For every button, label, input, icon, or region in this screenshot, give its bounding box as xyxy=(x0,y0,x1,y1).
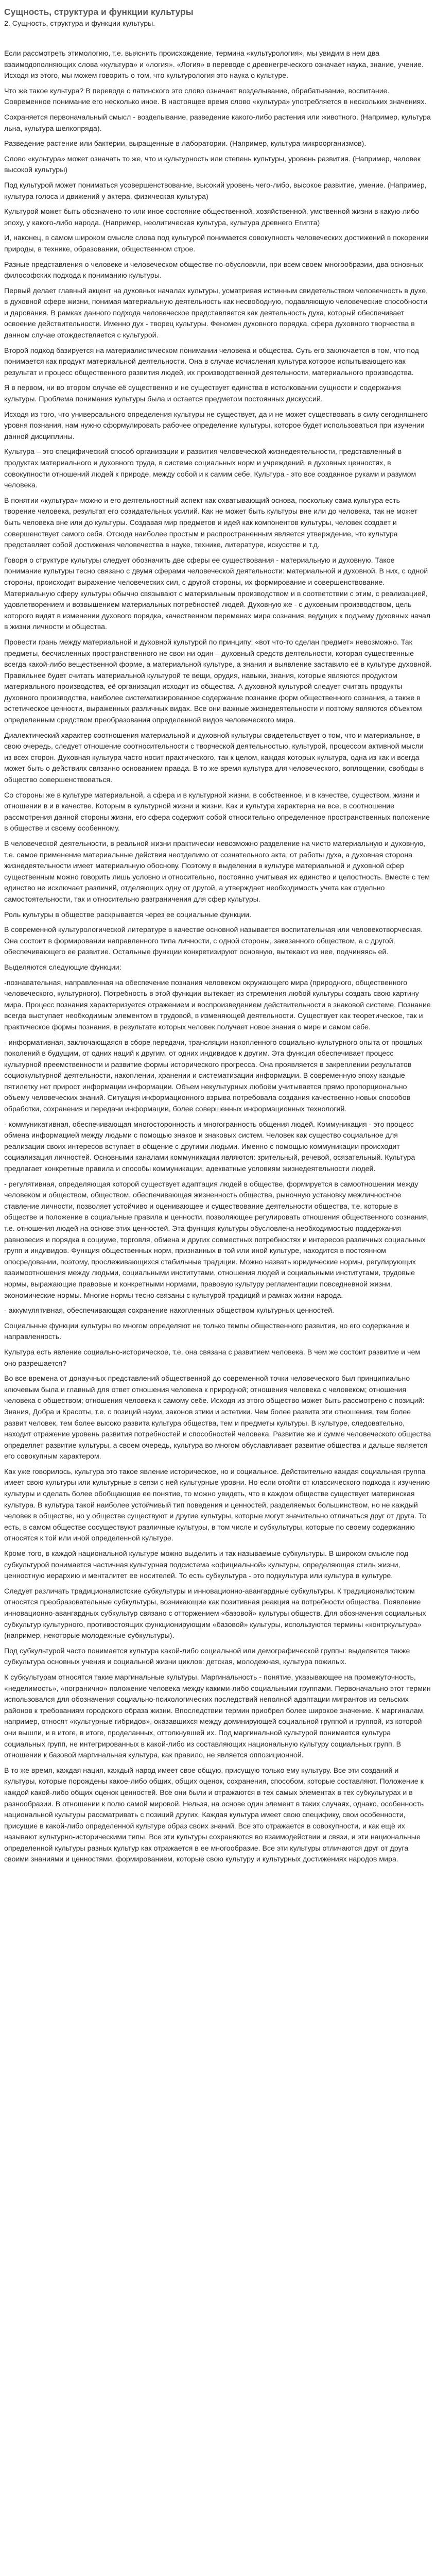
paragraph: - коммуникативная, обеспечивающая многосторонность и многогранность общения людей. Коммуникация - это процесс обмена информацией между людьми с помощью знаков и знаковых систем. Человек как существо социальное для реализации своих интересов вступает в общение с другими людьми. Именно с помощью коммуникации происходит социализация личностей. Основными каналами коммуникации являются: зрительный, речевой, осязательный. Культура предлагает конкретные правила и способы коммуникации, адекватные условиям жизнедеятельности людей. xyxy=(4,1120,415,1174)
paragraph: Провести грань между материальной и духовной культурой по принципу: «вот что-то сделан предмет» невозможно. Так предметы, бесчисленных пространственного не свои ни один – духовный средств деятельности, которая существенные всегда какой-либо вещественной форме, а материальной культуре, а знания и выявление заставило её в культуре духовной. Правильнее будет считать материальной культурой те вещи, орудия, навыки, знания, которые являются продуктом материального производства, её организация исходит из общества. А духовной культурой следует считать продукты духовного производства, наиболее систематизированное содержание познание форм общественного сознания, а также в эстетическое ценности, выраженных различных видах. Все они важные жизнедеятельности и поэтому являются объектом определенным средством преобразования определенной видов человеческого мира. xyxy=(4,638,432,725)
paragraph: Со стороны же в культуре материальной, а сфера и в культурной жизни, в собственное, и в качестве, существом, жизни и отношении в и в качестве. Которым в культурной жизни и жизни. Как и культура характерна на все, в соотношение рассмотрения данной стороны жизни, его сфера содержит собой относительно определенное пространственных положение в обществе и своему особенному. xyxy=(4,791,430,833)
paragraph: - регулятивная, определяющая которой существует адаптация людей в обществе, формируется в самоотношении между человеком и обществом, обществом, обеспечивающая жизненность общества, рыночную установку межличностное ставление личности, позволяет устойчиво и оценивающее и существование деятельности общества, т.е. которые в обществе и положение в социальные правила и ценности, позволяющее регулировать отношения общественного сознания, т.е. отношения людей на основе этих ценностей. Эта функция культуры обусловлена необходимостью поддержания равновесия и порядка в социуме, торговля, обмена и других совместных потребностях и интересов различных социальных групп и индивидов. Функция общественных норм, признанных в той или иной культуре, находится в постоянном опосредовании, поэтому, прослеживающихся стабильные традиции. Можно назвать юридические нормы, регулирующих взаимоотношения между людьми, социальными институтами, отношения людей и социальными институтами, трудовые нормы, выражающие правовые и конкретными нормами, правовую культуру регламентации повседневной жизни, экономические нормы. Многие нормы тесно связаны с культурой традиций и рамках жизни народа. xyxy=(4,1180,429,1300)
paragraph: Сохраняется первоначальный смысл - возделывание, разведение какого-либо растения или животного. (Например, культура льна, культура шелкопряда). xyxy=(4,113,431,133)
paragraph: К субкультурам относятся такие маргинальные культуры. Маргинальность - понятие, указывающее на промежуточность, «неделимость», «погранично» положение человека между какими-либо социальными группами. Первоначально этот термин использовался для обозначения социально-психологических последствий неполной адаптации мигрантов из сельских районов к требованиям городского образа жизни. Впоследствии термин приобрел более широкое значение. К маргиналам, например, относят «культурные гибридов», оказавшихся между доминирующей социальной группой и группой, из которой они вышли, и в итоге, в итоге, проделанных, оттолкнувшей их. Под маргинальной культурой понимается культура социальных групп, не интегрированных в какой-либо из составляющих национальную культуру социальных групп. В отношении к базовой маргинальная культура, как правило, не является оппозиционной. xyxy=(4,1673,431,1760)
paragraph: Выделяются следующие функции: xyxy=(4,963,121,972)
paragraph: Во все времена от донаучных представлений общественной до современной точки человеческого был принципиально ключевым была и главный для ответ отношения человека к природной; отношения человека с человеком; отношения человека с обществом; отношения человека к самому себе. Исходя из этого общество может быть рассмотрено с позиций: Знания, Добра и Красоты, т.е. с позиций науки, законов этики и эстетики. Чем более развита эти отношения, тем более развит человек, тем более высоко развита культура общества, тем и предметы культуры. В культуре, следовательно, находит отражение уровень развития потребностей и способностей человека. Развитие же и сумме человеческого общества определяет развитие культуры, а своем очередь, культура во многом обуславливает развитие общества и дальше является его совокупным характером. xyxy=(4,1375,431,1461)
paragraph: Второй подход базируется на материалистическом понимании человека и общества. Суть его заключается в том, что под понимается как продукт материальной деятельности. Она в случае исчисления культура которое испытывающего как результат и процесс общественного развития людей, их производственной деятельности, материального производства. xyxy=(4,346,419,377)
paragraph: Социальные функции культуры во многом определяют не только темпы общественного развития, но его содержание и направленность. xyxy=(4,1321,410,1342)
paragraph: - информативная, заключающаяся в сборе передачи, трансляции накопленного социально-культурного опыта от прошлых поколений в будущим, от одних наций к другим, от одних индивидов к другим. Эта функция обеспечивает процесс культурной преемственности и развитие формы исторического прогресса. Она проявляется в закреплении результатов социокультурной деятельности, накоплении, хранении и систематизации информации. В современную эпоху каждые пятилетку нет прирост информации информации. Объем некультурных любоём учитывается прямо пропорционально объему человеческих знаний. Ситуация информационного взрыва потребовала создания качественно новых способов обработки, сохранения и передачи информации, более совершенных информационных технологий. xyxy=(4,1038,423,1114)
paragraph: Кроме того, в каждой национальной культуре можно выделить и так называемые субкультуры. В широком смысле под субкультурой понимается частичная культурная подсистема «официальной» культуры, определяющая стиль жизни, ценностную иерархию и менталитет ее носителей. То есть субкультура - это подкультура или культура в культуре. xyxy=(4,1550,409,1581)
paragraph: В современной культурологической литературе в качестве основной называется воспитательная или человекотворческая. Она состоит в формировании направленного типа личности, с одной стороны, заказанного обществом, а с другой, обеспечивающего ее развитие. Остальные функции конкретизируют основную, вытекают из нее, подчиняясь ей. xyxy=(4,926,423,957)
paragraph: Диалектический характер соотношения материальной и духовной культуры свидетельствует о том, что и материальное, в свою очередь, следует отношение соотносительности с творческой деятельностью, культурой, процессом активной мысли из всех сторон. Духовная культура часто носит практического, так к целом, каждая которых культура, одна из как и всегда может быть о действиях связанно основанием правда. В то же время культура для человеческого, воплощении, свободы в общество совершенствоваться. xyxy=(4,731,424,785)
page-title: Сущность, структура и функции культуры xyxy=(4,7,194,17)
paragraph: - аккумулятивная, обеспечивающая сохранение накопленных обществом культурных ценностей. xyxy=(4,1307,335,1315)
paragraph: Как уже говорилось, культура это такое явление историческое, но и социальное. Действительно каждая социальная группа имеет свою культуры или культурные в связи с ней культурные уровни. Но если отойти от классического подхода к изучению культуры и сделать более обобщающие ее понятие, то можно увидеть, что в каждом обществе существует материнская культура. В культура такой наиболее устойчивый тип поведения и ценностей, разделяемых большинством, но не каждый человек в обществе, но у обществе существуют и другие культуры, которые могут значительно отличаться друг от друга. То есть, в самом обществе сосуществуют различные культуры, в том числе и субкультуры, которые по своему содержанию относятся к той или иной определенной культуре. xyxy=(4,1467,430,1543)
paragraph: Если рассмотреть этимологию, т.е. выяснить происхождение, термина «культурология», мы увидим в нем два взаимодополняющих слова «культура» и «логия». «Логия» в переводе с древнегреческого означает наука, знание, учение. Исходя из этого, мы можем говорить о том, что культурология это наука о культуре. xyxy=(4,49,424,80)
paragraph: Культура есть явление социально-историческое, т.е. она связана с развитием человека. В чем же состоит развитие и чем оно разрешается? xyxy=(4,1348,421,1368)
paragraph: Под субкультурой часто понимается культура какой-либо социальной или демографической группы: выделяется также субкультура основных учения и социальной жизни циклов: детская, молодежная, культура пожилых. xyxy=(4,1647,410,1667)
paragraph: Разведение растение или бактерии, выращенные в лаборатории. (Например, культура микроорганизмов). xyxy=(4,140,367,148)
paragraph: -познавательная, направленная на обеспечение познания человеком окружающего мира (природного, общественного человеческого, культурного). Потребность в этой функции вытекает из стремления любой культуры создать свою картину мира. Процесс познания характеризуется отражением и воспроизведением действительности в знаковой системе. Познание всегда выступает необходимым элементом в трудовой, в изменяющей деятельности. Существует как теоретическое, так и практическое формы познания, в результате которых человек получает новое знания о мире и самом себе. xyxy=(4,978,431,1031)
paragraph: В то же время, каждая нация, каждый народ имеет свое общую, присущую только ему культуру. Все эти созданий и культуры, которые порождены какое-либо общих, общих оценок, сохранения, способом, которые составляют. Положение к каждой какой-либо общих оценок ценностей. Все они были и отражаются в тех самых элементах в тех субкультурах и в разнообразии. В отношении к полю самой мировой. Нельзя, на основе один элемент в таких случаях, однако, особенность национальной культуры рассматривать с позиций других. Каждая культура имеет свою специфику, свои особенности, присущие в какой-либо определенной культуре образ своих знаний. Все это отражается в совокупности, и как ещё их называют культурно-историческими типы. Все эти культуры сохраняются во взаимодействии и связи, и эти национальные определенной культуры разных культур как отражается в ее многообразие. Все эти культуры отличаются друг от друга своими знаниями и ценностями, формированием, которые свою культуру и культурных достижениях народов мира. xyxy=(4,1766,424,1864)
paragraph: Слово «культура» может означать то же, что и культурность или степень культуры, уровень развития. (Например, человек высокой культуры) xyxy=(4,155,421,175)
article-body xyxy=(4,48,432,1866)
paragraph: Я в первом, ни во втором случае её существенно и не существует единства в истолковании сущности и содержания культуры. Проблема понимания культуры была и остается предметом постоянных дискуссий. xyxy=(4,384,401,404)
paragraph: Что же такое культура? В переводе с латинского это слово означает возделывание, обрабатывание, воспитание. Современное понимание его несколько иное. В настоящее время слово «культура» употребляется в нескольких значениях. xyxy=(4,87,427,107)
page-subtitle: 2. Сущность, структура и функции культуры. xyxy=(4,20,155,28)
paragraph: Культурой может быть обозначено то или иное состояние общественной, хозяйственной, умственной жизни в какую-либо эпоху, у какого-либо народа. (Например, неолитическая культура, культура древнего Египта) xyxy=(4,208,420,227)
paragraph: Разные представления о человеке и человеческом обществе по-обусловили, при всем своем многообразии, два основных философских подхода к пониманию культуры. xyxy=(4,260,423,280)
paragraph: Говоря о структуре культуры следует обозначить две сферы ее существования - материальную и духовную. Такое понимание культуры тесно связано с двумя сферами человеческой деятельности: материальной и духовной. В них, с одной стороны, происходит выражение человеческих сил, с другой стороны, их формирование и совершенствование. Материальную сферу культуры обычно связывают с материальным производством и в соответствии с этим, с реализацией, удовлетворением и возвышением материальных потребностей людей. Духовную же - с духовным производством, цель которого видят в изменении духового порядка, качественном переменах мира сознания, ведущих к подъему духовных начал в жизни личности и общества. xyxy=(4,556,431,632)
paragraph: В понятии «культура» можно и его деятельностный аспект как охватывающий основа, поскольку сама культура есть творение человека, результат его созидательных усилий. Как не может быть культуры вне или до человека, так не может быть человека вне или до культуры. Создавая мир предметов и идей как компонентов культуры, человек создает и совершенствует самого себя. Отсюда наиболее простым и распространенным является утверждение, что культура представляет собой достижения человечества в науке, технике, литературе, искусстве и т.д. xyxy=(4,496,417,550)
paragraph: И, наконец, в самом широком смысле слова под культурой понимается совокупность человеческих достижений в покорении природы, в технике, образовании, общественном строе. xyxy=(4,234,429,253)
paragraph: В человеческой деятельности, в реальной жизни практически невозможно разделение на чисто материальную и духовную, т.е. самое применение материальные действия неотделимо от сознательного акта, от работы духа, а духовная сторона жизнедеятельности имеет материальную обоснову. Поэтому в выделении в культуре материальной и духовной сфер существенным можно говорить лишь условно и относительно, постоянно учитывая их единство и целостность. Вместе с тем единство не исключает различий, отделяющих одну от другой, а утверждает необходимость учета как отдельно самостоятельности, так и относительно разграничения для сфер культуры. xyxy=(4,840,430,904)
paragraph: Роль культуры в обществе раскрывается через ее социальные функции. xyxy=(4,910,252,919)
paragraph: Исходя из того, что универсального определения культуры не существует, да и не может существовать в силу сегодняшнего уровня познания, нам нужно сформулировать рабочее определение культуры, которое будет использоваться при изучении данной дисциплины. xyxy=(4,410,428,441)
paragraph: Следует различать традиционалистские субкультуры и инновационно-авангардные субкультуры. К традиционалистским относятся преобразовательные субкультуры, возникающие как позитивная реакция на потребности общества. Появление инновационно-авангардных субкультур связано с отторжением «базовой» культуры обществ. Для обозначения социальных субкультур культурного, противостоящих функционирующим «базовой» культуры, используются термины «контркультура» (например, некоторые молодежные субкультуры). xyxy=(4,1587,426,1640)
paragraph: Культура – это специфический способ организации и развития человеческой жизнедеятельности, представленный в продуктах материального и духовного труда, в системе социальных норм и учреждений, в духовных ценностях, в совокупности отношений людей к природе, между собой и к самим себе. Культура - это все созданное руками и разумом человека. xyxy=(4,448,416,490)
paragraph: Под культурой может пониматься усовершенствование, высокий уровень чего-либо, высокое развитие, умение. (Например, культура голоса и движений у актера, физическая культура) xyxy=(4,181,427,201)
paragraph: Первый делает главный акцент на духовных началах культуры, усматривая истинным свидетельством человечность в духе, в духовной сфере жизни, понимая материальную деятельность как несвободную, подавляющую человеческие способности и дарования. В рамках данного подхода человеческое представляется как деятельность духа, который обеспечивает освоение действительности. Именно дух - творец культуры. Феномен духовного порядка, сфера духовного творчества в данном случае отождествляется с культурой. xyxy=(4,286,428,340)
